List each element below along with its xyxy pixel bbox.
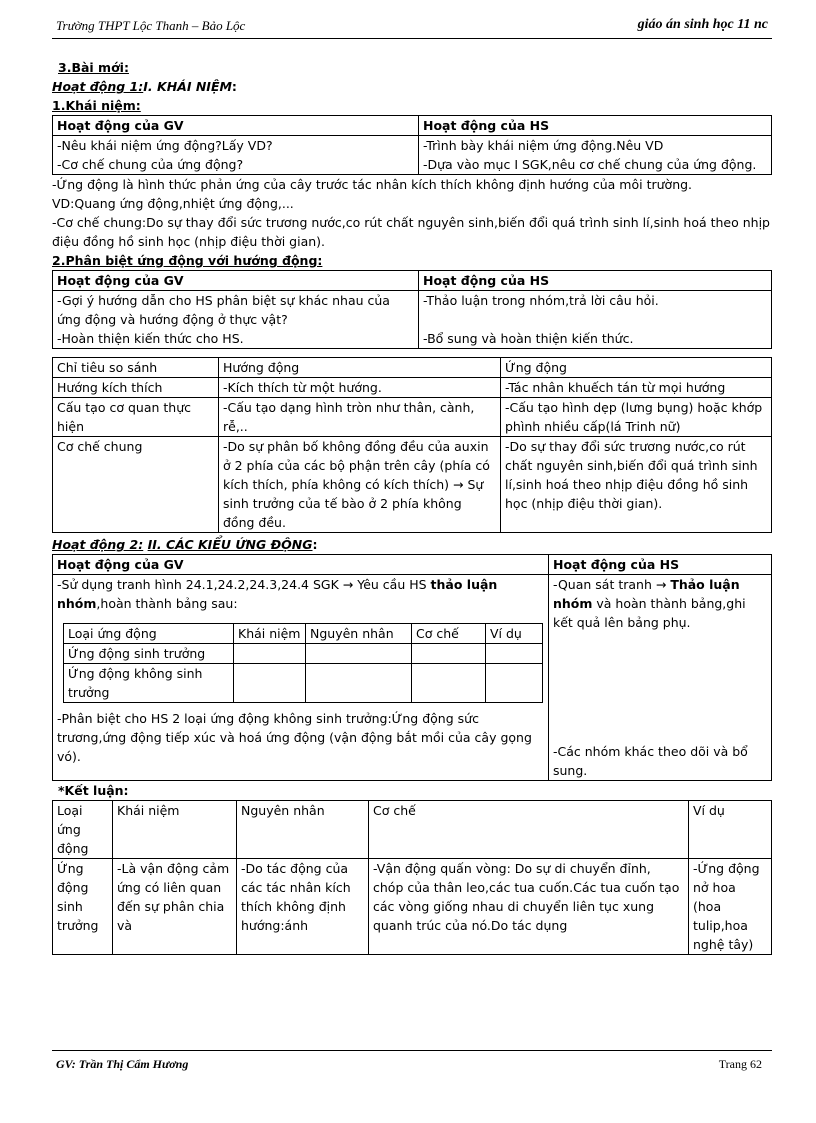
types-hs-2: -Các nhóm khác theo dõi và bổ sung.: [553, 744, 748, 778]
concept-activity-table: [52, 115, 772, 175]
comparison-header-cell: Hướng động: [219, 358, 501, 378]
worksheet-cell: [486, 644, 543, 664]
distinguish-head-hs: Hoạt động của HS: [419, 271, 772, 291]
worksheet-cell: [412, 644, 486, 664]
worksheet-cell: [486, 664, 543, 703]
conclusion-header-cell: Ví dụ: [689, 801, 772, 859]
worksheet-header-cell: Ví dụ: [486, 624, 543, 644]
conclusion-row: [53, 859, 772, 955]
conclusion-header-cell: Cơ chế: [369, 801, 689, 859]
concept-gv-1: -Nêu khái niệm ứng động?Lấy VD?: [57, 138, 273, 153]
conclusion-cell: Ứng động sinh trưởng: [53, 859, 113, 955]
conclusion-header-cell: Khái niệm: [113, 801, 237, 859]
worksheet-cell: Ứng động sinh trưởng: [64, 644, 234, 664]
comparison-cell: -Kích thích từ một hướng.: [219, 378, 501, 398]
concept-definition: -Ứng động là hình thức phản ứng của cây trước tác nhân kích thích không định hướng của môi trường.: [52, 177, 693, 192]
worksheet-row: [64, 664, 543, 703]
conclusion-header-cell: Nguyên nhân: [237, 801, 369, 859]
conclusion-cell: -Vận động quấn vòng: Do sự di chuyển đỉnh, chóp của thân leo,các tua cuốn.Các tua cuốn tạo các vòng giống nhau di chuyển liên tục xung quanh trúc của nó.Do tác dụng: [369, 859, 689, 955]
distinguish-gv-cell: [53, 291, 419, 349]
worksheet-cell: Ứng động không sinh trưởng: [64, 664, 234, 703]
header-school: Trường THPT Lộc Thanh – Bảo Lộc: [56, 18, 246, 33]
concept-mechanism: -Cơ chế chung:Do sự thay đổi sức trương nước,co rút chất nguyên sinh,biến đổi quá trình sinh lí,sinh hoá theo nhịp điệu đồng hồ sinh học (nhịp điệu thời gian).: [52, 215, 770, 249]
types-activity-table: [52, 554, 772, 781]
worksheet-header-cell: Loại ứng động: [64, 624, 234, 644]
conclusion-table: [52, 800, 772, 955]
conclusion-header-cell: Loại ứng động: [53, 801, 113, 859]
footer-teacher: GV: Trần Thị Cẩm Hương: [56, 1057, 189, 1071]
activity2-heading: Hoạt động 2: II. CÁC KIỂU ỨNG ĐỘNG:: [52, 537, 318, 552]
worksheet-header-cell: Khái niệm: [234, 624, 306, 644]
types-worksheet-table: [63, 623, 543, 703]
distinguish-head-gv: Hoạt động của GV: [53, 271, 419, 291]
section-title: 3.Bài mới:: [58, 60, 129, 75]
worksheet-header-cell: Cơ chế: [412, 624, 486, 644]
comparison-row: [53, 398, 772, 437]
types-head-gv: Hoạt động của GV: [53, 555, 549, 575]
worksheet-header-row: [64, 624, 543, 644]
worksheet-cell: [234, 644, 306, 664]
distinguish-activity-table: [52, 270, 772, 349]
conclusion-cell: -Là vận động cảm ứng có liên quan đến sự phân chia và: [113, 859, 237, 955]
concept-head-hs: Hoạt động của HS: [419, 116, 772, 136]
comparison-row: [53, 437, 772, 533]
page-header: [52, 14, 772, 39]
worksheet-cell: [306, 644, 412, 664]
distinguish-hs-1: -Thảo luận trong nhóm,trả lời câu hỏi.: [423, 293, 659, 308]
comparison-cell: Cơ chế chung: [53, 437, 219, 533]
concept-gv-cell: [53, 136, 419, 175]
comparison-cell: -Do sự thay đổi sức trương nước,co rút chất nguyên sinh,biến đổi quá trình sinh lí,sinh hoá theo nhịp điệu đồng hồ sinh học (nhịp điệu thời gian).: [501, 437, 772, 533]
types-gv-intro: -Sử dụng tranh hình 24.1,24.2,24.3,24.4 SGK → Yêu cầu HS thảo luận nhóm,hoàn thành bảng sau:: [57, 577, 498, 611]
concept-hs-1: -Trình bày khái niệm ứng động.Nêu VD: [423, 138, 664, 153]
comparison-cell: -Cấu tạo hình dẹp (lưng bụng) hoặc khớp phình nhiều cấp(lá Trinh nữ): [501, 398, 772, 437]
distinguish-gv-1: -Gợi ý hướng dẫn cho HS phân biệt sự khác nhau của ứng động và hướng động ở thực vật?: [57, 293, 390, 327]
comparison-cell: -Tác nhân khuếch tán từ mọi hướng: [501, 378, 772, 398]
page-footer: [52, 1050, 772, 1075]
comparison-table: [52, 357, 772, 533]
types-hs-cell: [549, 575, 772, 781]
header-subject: giáo án sinh học 11 nc: [637, 17, 768, 32]
conclusion-cell: -Ứng động nở hoa (hoa tulip,hoa nghệ tây): [689, 859, 772, 955]
worksheet-cell: [412, 664, 486, 703]
concept-hs-cell: [419, 136, 772, 175]
comparison-cell: -Cấu tạo dạng hình tròn như thân, cành, rễ,..: [219, 398, 501, 437]
comparison-row: [53, 378, 772, 398]
comparison-header-cell: Chỉ tiêu so sánh: [53, 358, 219, 378]
worksheet-header-cell: Nguyên nhân: [306, 624, 412, 644]
activity1-heading: Hoạt động 1:I. KHÁI NIỆM:: [52, 79, 237, 94]
distinguish-hs-cell: [419, 291, 772, 349]
comparison-cell: Cấu tạo cơ quan thực hiện: [53, 398, 219, 437]
worksheet-cell: [234, 664, 306, 703]
comparison-cell: Hướng kích thích: [53, 378, 219, 398]
conclusion-header-row: [53, 801, 772, 859]
comparison-header-cell: Ứng động: [501, 358, 772, 378]
distinguish-gv-2: -Hoàn thiện kiến thức cho HS.: [57, 331, 244, 346]
concept-hs-2: -Dựa vào mục I SGK,nêu cơ chế chung của ứng động.: [423, 157, 757, 172]
concept-heading: 1.Khái niệm:: [52, 98, 141, 113]
conclusion-cell: -Do tác động của các tác nhân kích thích không định hướng:ánh: [237, 859, 369, 955]
types-gv-after: -Phân biệt cho HS 2 loại ứng động không sinh trưởng:Ứng động sức trương,ứng động tiếp xúc và hoá ứng động (vận động bắt mồi của cây gọng vó).: [57, 711, 532, 764]
concept-example: VD:Quang ứng động,nhiệt ứng động,...: [52, 196, 294, 211]
types-head-hs: Hoạt động của HS: [549, 555, 772, 575]
footer-page-number: Trang 62: [718, 1057, 762, 1071]
page-content: [52, 58, 772, 955]
distinguish-hs-2: -Bổ sung và hoàn thiện kiến thức.: [423, 331, 634, 346]
types-hs-1: -Quan sát tranh → Thảo luận nhóm và hoàn thành bảng,ghi kết quả lên bảng phụ.: [553, 577, 746, 630]
concept-gv-2: -Cơ chế chung của ứng động?: [57, 157, 244, 172]
comparison-cell: -Do sự phân bố không đồng đều của auxin ở 2 phía của các bộ phận trên cây (phía có kích thích, phía không có kích thích) → Sự sinh trưởng của tế bào ở 2 phía không đồng đều.: [219, 437, 501, 533]
conclusion-heading: *Kết luận:: [58, 783, 129, 798]
comparison-header-row: [53, 358, 772, 378]
concept-head-gv: Hoạt động của GV: [53, 116, 419, 136]
types-gv-cell: [53, 575, 549, 781]
worksheet-cell: [306, 664, 412, 703]
worksheet-row: [64, 644, 543, 664]
distinguish-heading: 2.Phân biệt ứng động với hướng động:: [52, 253, 323, 268]
